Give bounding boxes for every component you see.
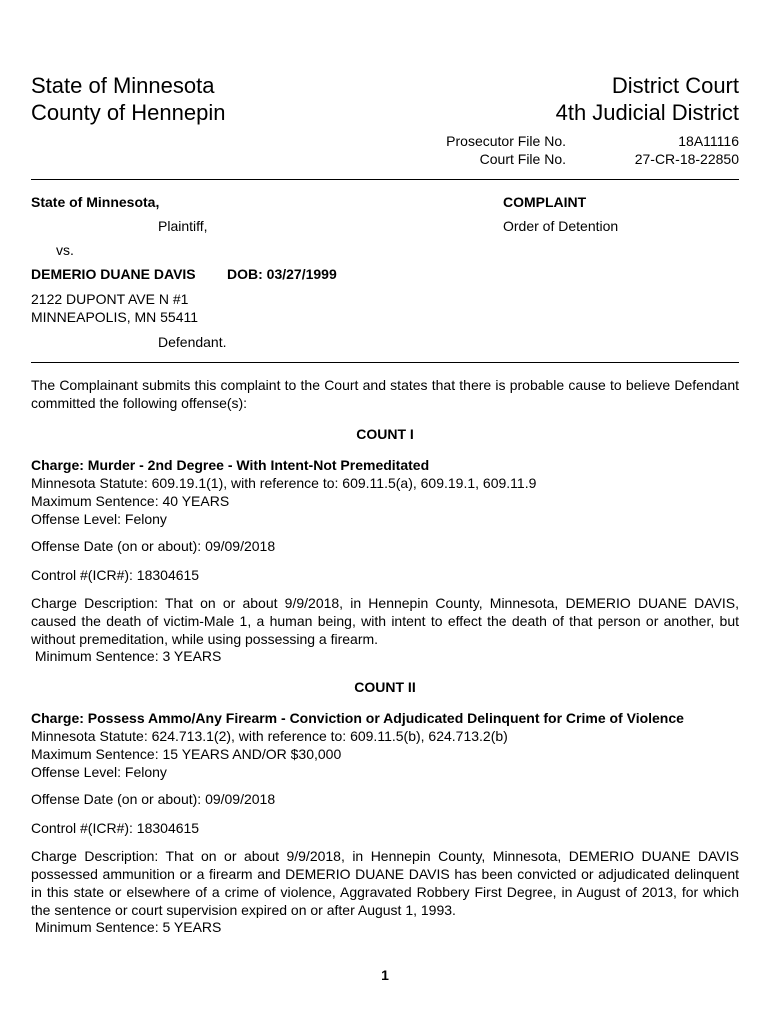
count-heading: COUNT II xyxy=(354,679,416,695)
count-details xyxy=(31,456,751,528)
charge-description: Charge Description: That on or about 9/9/2018, in Hennepin County, Minnesota, DEMERIO DUANE DAVIS possessed ammunition or a firearm and DEMERIO DUANE DAVIS has been convicted or adjudicated delinquent in this state or elsewhere of a crime of violence, Aggravated Robbery First Degree, in August of 2013, for which the sentence or court supervision expired on or after August 1, 1993. xyxy=(31,848,739,918)
statute-line: Minnesota Statute: 609.19.1(1), with reference to: 609.11.5(a), 609.19.1, 609.11.9 xyxy=(31,475,537,491)
header-divider xyxy=(31,179,739,180)
max-sentence-line: Maximum Sentence: 40 YEARS xyxy=(31,493,230,509)
max-sentence-line: Maximum Sentence: 15 YEARS AND/OR $30,000 xyxy=(31,746,342,762)
header-district: 4th Judicial District xyxy=(555,100,739,125)
header-state: State of Minnesota xyxy=(31,73,215,98)
document-subtype: Order of Detention xyxy=(503,218,619,234)
plaintiff-role: Plaintiff, xyxy=(158,218,208,234)
charge-description: Charge Description: That on or about 9/9/2018, in Hennepin County, Minnesota, DEMERIO DUANE DAVIS, caused the death of victim-Male 1, a human being, with intent to effect the death of that person or another, but without premeditation, while using possessing a firearm. xyxy=(31,595,739,647)
document-type: COMPLAINT xyxy=(503,194,587,210)
caption-divider xyxy=(31,362,739,363)
prosecutor-file-number: 18A11116 xyxy=(678,133,739,149)
control-number-line: Control #(ICR#): 18304615 xyxy=(31,820,200,836)
intro-paragraph: The Complainant submits this complaint to the Court and states that there is probable cause to believe Defendant committed the following offense(s): xyxy=(31,377,739,411)
statute-line: Minnesota Statute: 624.713.1(2), with reference to: 609.11.5(b), 624.713.2(b) xyxy=(31,728,508,744)
defendant-address-line2: MINNEAPOLIS, MN 55411 xyxy=(31,309,199,325)
defendant-address-line1: 2122 DUPONT AVE N #1 xyxy=(31,291,189,307)
plaintiff-name: State of Minnesota, xyxy=(31,194,160,210)
defendant-dob: DOB: 03/27/1999 xyxy=(227,266,337,282)
header-county: County of Hennepin xyxy=(31,100,226,125)
prosecutor-file-label: Prosecutor File No. xyxy=(446,133,566,149)
versus-label: vs. xyxy=(56,242,74,258)
offense-date-line: Offense Date (on or about): 09/09/2018 xyxy=(31,791,276,807)
min-sentence-line: Minimum Sentence: 3 YEARS xyxy=(31,648,222,664)
min-sentence-line: Minimum Sentence: 5 YEARS xyxy=(31,919,222,935)
charge-title: Charge: Murder - 2nd Degree - With Intent-Not Premeditated xyxy=(31,457,430,473)
page-number: 1 xyxy=(381,967,389,983)
charge-title: Charge: Possess Ammo/Any Firearm - Conviction or Adjudicated Delinquent for Crime of Violence xyxy=(31,710,684,726)
defendant-role: Defendant. xyxy=(158,334,227,350)
defendant-name: DEMERIO DUANE DAVIS xyxy=(31,266,196,282)
offense-date-line: Offense Date (on or about): 09/09/2018 xyxy=(31,538,276,554)
court-file-number: 27-CR-18-22850 xyxy=(634,151,739,167)
court-file-label: Court File No. xyxy=(479,151,566,167)
header-court: District Court xyxy=(611,73,739,98)
count-details xyxy=(31,709,751,781)
offense-level-line: Offense Level: Felony xyxy=(31,764,167,780)
count-heading: COUNT I xyxy=(356,426,414,442)
control-number-line: Control #(ICR#): 18304615 xyxy=(31,567,200,583)
offense-level-line: Offense Level: Felony xyxy=(31,511,167,527)
